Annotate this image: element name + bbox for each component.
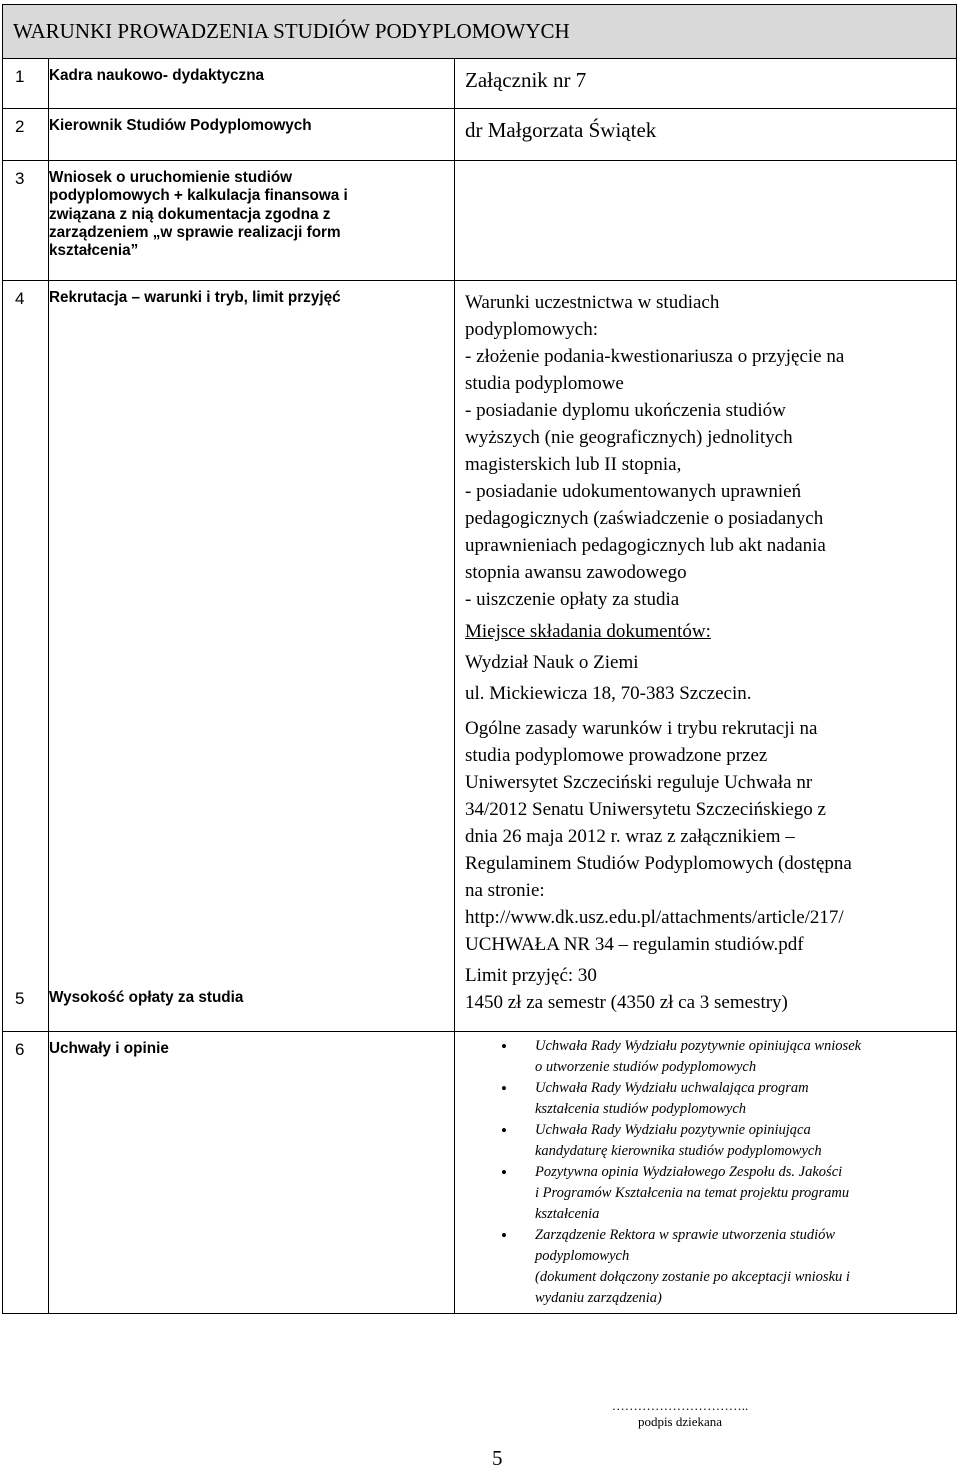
rules-line: studia podyplomowe prowadzone przez [465,745,768,766]
row-number: 2 [3,109,49,161]
row-number: 5 [3,989,49,1031]
document-title: WARUNKI PROWADZENIA STUDIÓW PODYPLOMOWYCH [3,5,957,59]
label-line: związana z nią dokumentacja zgodna z [49,205,331,223]
label-line: zarządzeniem „w sprawie realizacji form [49,223,341,241]
conditions-line: uprawnieniach pedagogicznych lub akt nadania [465,535,826,556]
list-item: • Uchwała Rady Wydziału pozytywnie opiniująca kandydaturę kierownika studiów podyplomowych [455,1120,935,1162]
signature-block [560,1398,800,1430]
conditions-line: wyższych (nie geograficznych) jednolitych [465,427,793,448]
row-value: dr Małgorzata Świątek [455,109,957,161]
conditions-line: studia podyplomowe [465,373,624,394]
conditions-line: podyplomowych: [465,319,598,340]
list-item: • Uchwała Rady Wydziału uchwalająca program kształcenia studiów podyplomowych [455,1078,935,1120]
place-heading: Miejsce składania dokumentów: [465,621,711,642]
row-label: Kadra naukowo- dydaktyczna [49,59,455,109]
list-item: • Pozytywna opinia Wydziałowego Zespołu ds. Jakości i Programów Kształcenia na temat projektu programu kształcenia [455,1162,935,1225]
row-label: Uchwały i opinie [49,1031,455,1313]
list-item: • Zarządzenie Rektora w sprawie utworzenia studiów podyplomowych (dokument dołączony zostanie po akceptacji wniosku i wydaniu zarządzenia) [455,1225,935,1309]
rules-line: dnia 26 maja 2012 r. wraz z załącznikiem – [465,826,795,847]
rules-line: 34/2012 Senatu Uniwersytetu Szczecińskiego z [465,799,826,820]
title-row [3,5,957,59]
conditions-line: - uiszczenie opłaty za studia [465,589,680,610]
signature-line: ………………………….. [611,1398,749,1413]
place-line: ul. Mickiewicza 18, 70-383 Szczecin. [465,683,752,704]
conditions-line: - posiadanie dyplomu ukończenia studiów [465,400,786,421]
table-row [3,1031,957,1313]
table-row [3,989,957,1031]
admission-limit: Limit przyjęć: 30 [465,965,597,986]
resolutions-cell [455,1031,957,1313]
label-line: Wniosek o uruchomienie studiów [49,169,293,186]
conditions-line: pedagogicznych (zaświadczenie o posiadanych [465,508,824,529]
label-line: kształcenia” [49,242,139,260]
row-number: 1 [3,59,49,109]
table-row [3,161,957,281]
conditions-line: - posiadanie udokumentowanych uprawnień [465,481,802,502]
rules-link[interactable]: UCHWAŁA NR 34 – regulamin studiów.pdf [465,934,804,955]
rules-line: Regulaminem Studiów Podyplomowych (dostępna [465,853,852,874]
row-value: 1450 zł za semestr (4350 zł ca 3 semestry) [455,989,957,1031]
row-number: 6 [3,1031,49,1313]
conditions-line: stopnia awansu zawodowego [465,562,687,583]
row-label: Rekrutacja – warunki i tryb, limit przyjęć [49,281,455,990]
conditions-line: Warunki uczestnictwa w studiach [465,292,720,313]
conditions-line: - złożenie podania-kwestionariusza o przyjęcie na [465,346,845,367]
row-label [49,161,455,281]
recruitment-details [455,281,957,990]
row-value [455,161,957,281]
signature-label: podpis dziekana [637,1414,723,1429]
row-number: 3 [3,161,49,281]
rules-line: Ogólne zasady warunków i trybu rekrutacji na [465,718,818,739]
row-label: Wysokość opłaty za studia [49,989,455,1031]
place-line: Wydział Nauk o Ziemi [465,652,639,673]
rules-link[interactable]: http://www.dk.usz.edu.pl/attachments/article/217/ [465,907,844,928]
label-line: podyplomowych + kalkulacja finansowa i [49,187,348,205]
row-number: 4 [3,281,49,990]
table-row [3,109,957,161]
resolutions-list [455,1032,956,1309]
rules-line: na stronie: [465,880,545,901]
page-number: 5 [492,1446,503,1470]
row-value: Załącznik nr 7 [455,59,957,109]
table-row [3,281,957,990]
conditions-table [2,4,957,1314]
conditions-line: magisterskich lub II stopnia, [465,454,682,475]
list-item: • Uchwała Rady Wydziału pozytywnie opiniująca wniosek o utworzenie studiów podyplomowych [455,1036,935,1078]
rules-line: Uniwersytet Szczeciński reguluje Uchwała nr [465,772,813,793]
row-label: Kierownik Studiów Podyplomowych [49,109,455,161]
table-row [3,59,957,109]
